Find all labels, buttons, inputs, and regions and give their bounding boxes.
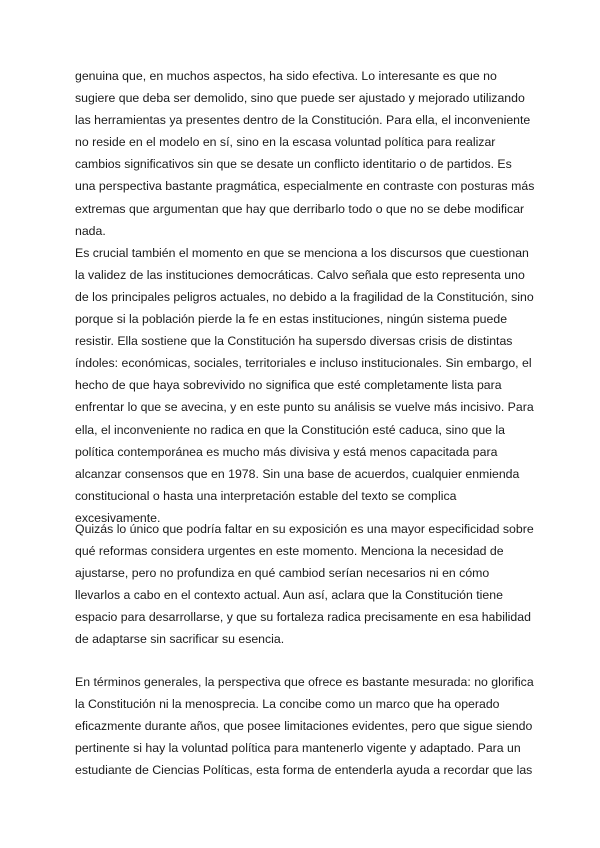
text-block-middle [75, 518, 535, 651]
text-block-bottom [75, 671, 535, 781]
paragraph-4: En términos generales, la perspectiva que ofrece es bastante mesurada: no glorifica la Constitución ni la menosprecia. La concibe como un marco que ha operado eficazmente durante años, que posee limitaciones evidentes, pero que sigue siendo pertinente si hay la voluntad política para mantenerlo vigente y adaptado. Para un estudiante de Ciencias Políticas, esta forma de entenderla ayuda a recordar que las [75, 675, 534, 778]
paragraph-3: Quizás lo único que podría faltar en su exposición es una mayor especificidad sobre qué reformas considera urgentes en este momento. Menciona la necesidad de ajustarse, pero no profundiza en qué cambiod serían necesarios ni en cómo llevarlos a cabo en el contexto actual. Aun así, aclara que la Constitución tiene espacio para desarrollarse, y que su fortaleza radica precisamente en esa habilidad de adaptarse sin sacrificar su esencia. [75, 522, 534, 647]
text-block-top [75, 65, 535, 529]
paragraph-1: genuina que, en muchos aspectos, ha sido efectiva. Lo interesante es que no sugiere que deba ser demolido, sino que puede ser ajustado y mejorado utilizando las herramientas ya presentes dentro de la Constitución. Para ella, el inconveniente no reside en el modelo en sí, sino en la escasa voluntad política para realizar cambios significativos sin que se desate un conflicto identitario o de partidos. Es una perspectiva bastante pragmática, especialmente en contraste con posturas más extremas que argumentan que hay que derribarlo todo o que no se debe modificar nada. [75, 69, 535, 238]
paragraph-2: Es crucial también el momento en que se menciona a los discursos que cuestionan la validez de las instituciones democráticas. Calvo señala que esto representa uno de los principales peligros actuales, no debido a la fragilidad de la Constitución, sino porque si la población pierde la fe en estas instituciones, ningún sistema puede resistir. Ella sostiene que la Constitución ha supersdo diversas crisis de distintas índoles: económicas, sociales, territoriales e incluso institucionales. Sin embargo, el hecho de que haya sobrevivido no significa que esté completamente lista para enfrentar lo que se avecina, y en este punto su análisis se vuelve más incisivo. Para ella, el inconveniente no radica en que la Constitución esté caduca, sino que la política contemporánea es mucho más divisiva y está menos capacitada para alcanzar consensos que en 1978. Sin una base de acuerdos, cualquier enmienda constitucional o hasta una interpretación estable del texto se complica excesivamente. [75, 245, 534, 525]
